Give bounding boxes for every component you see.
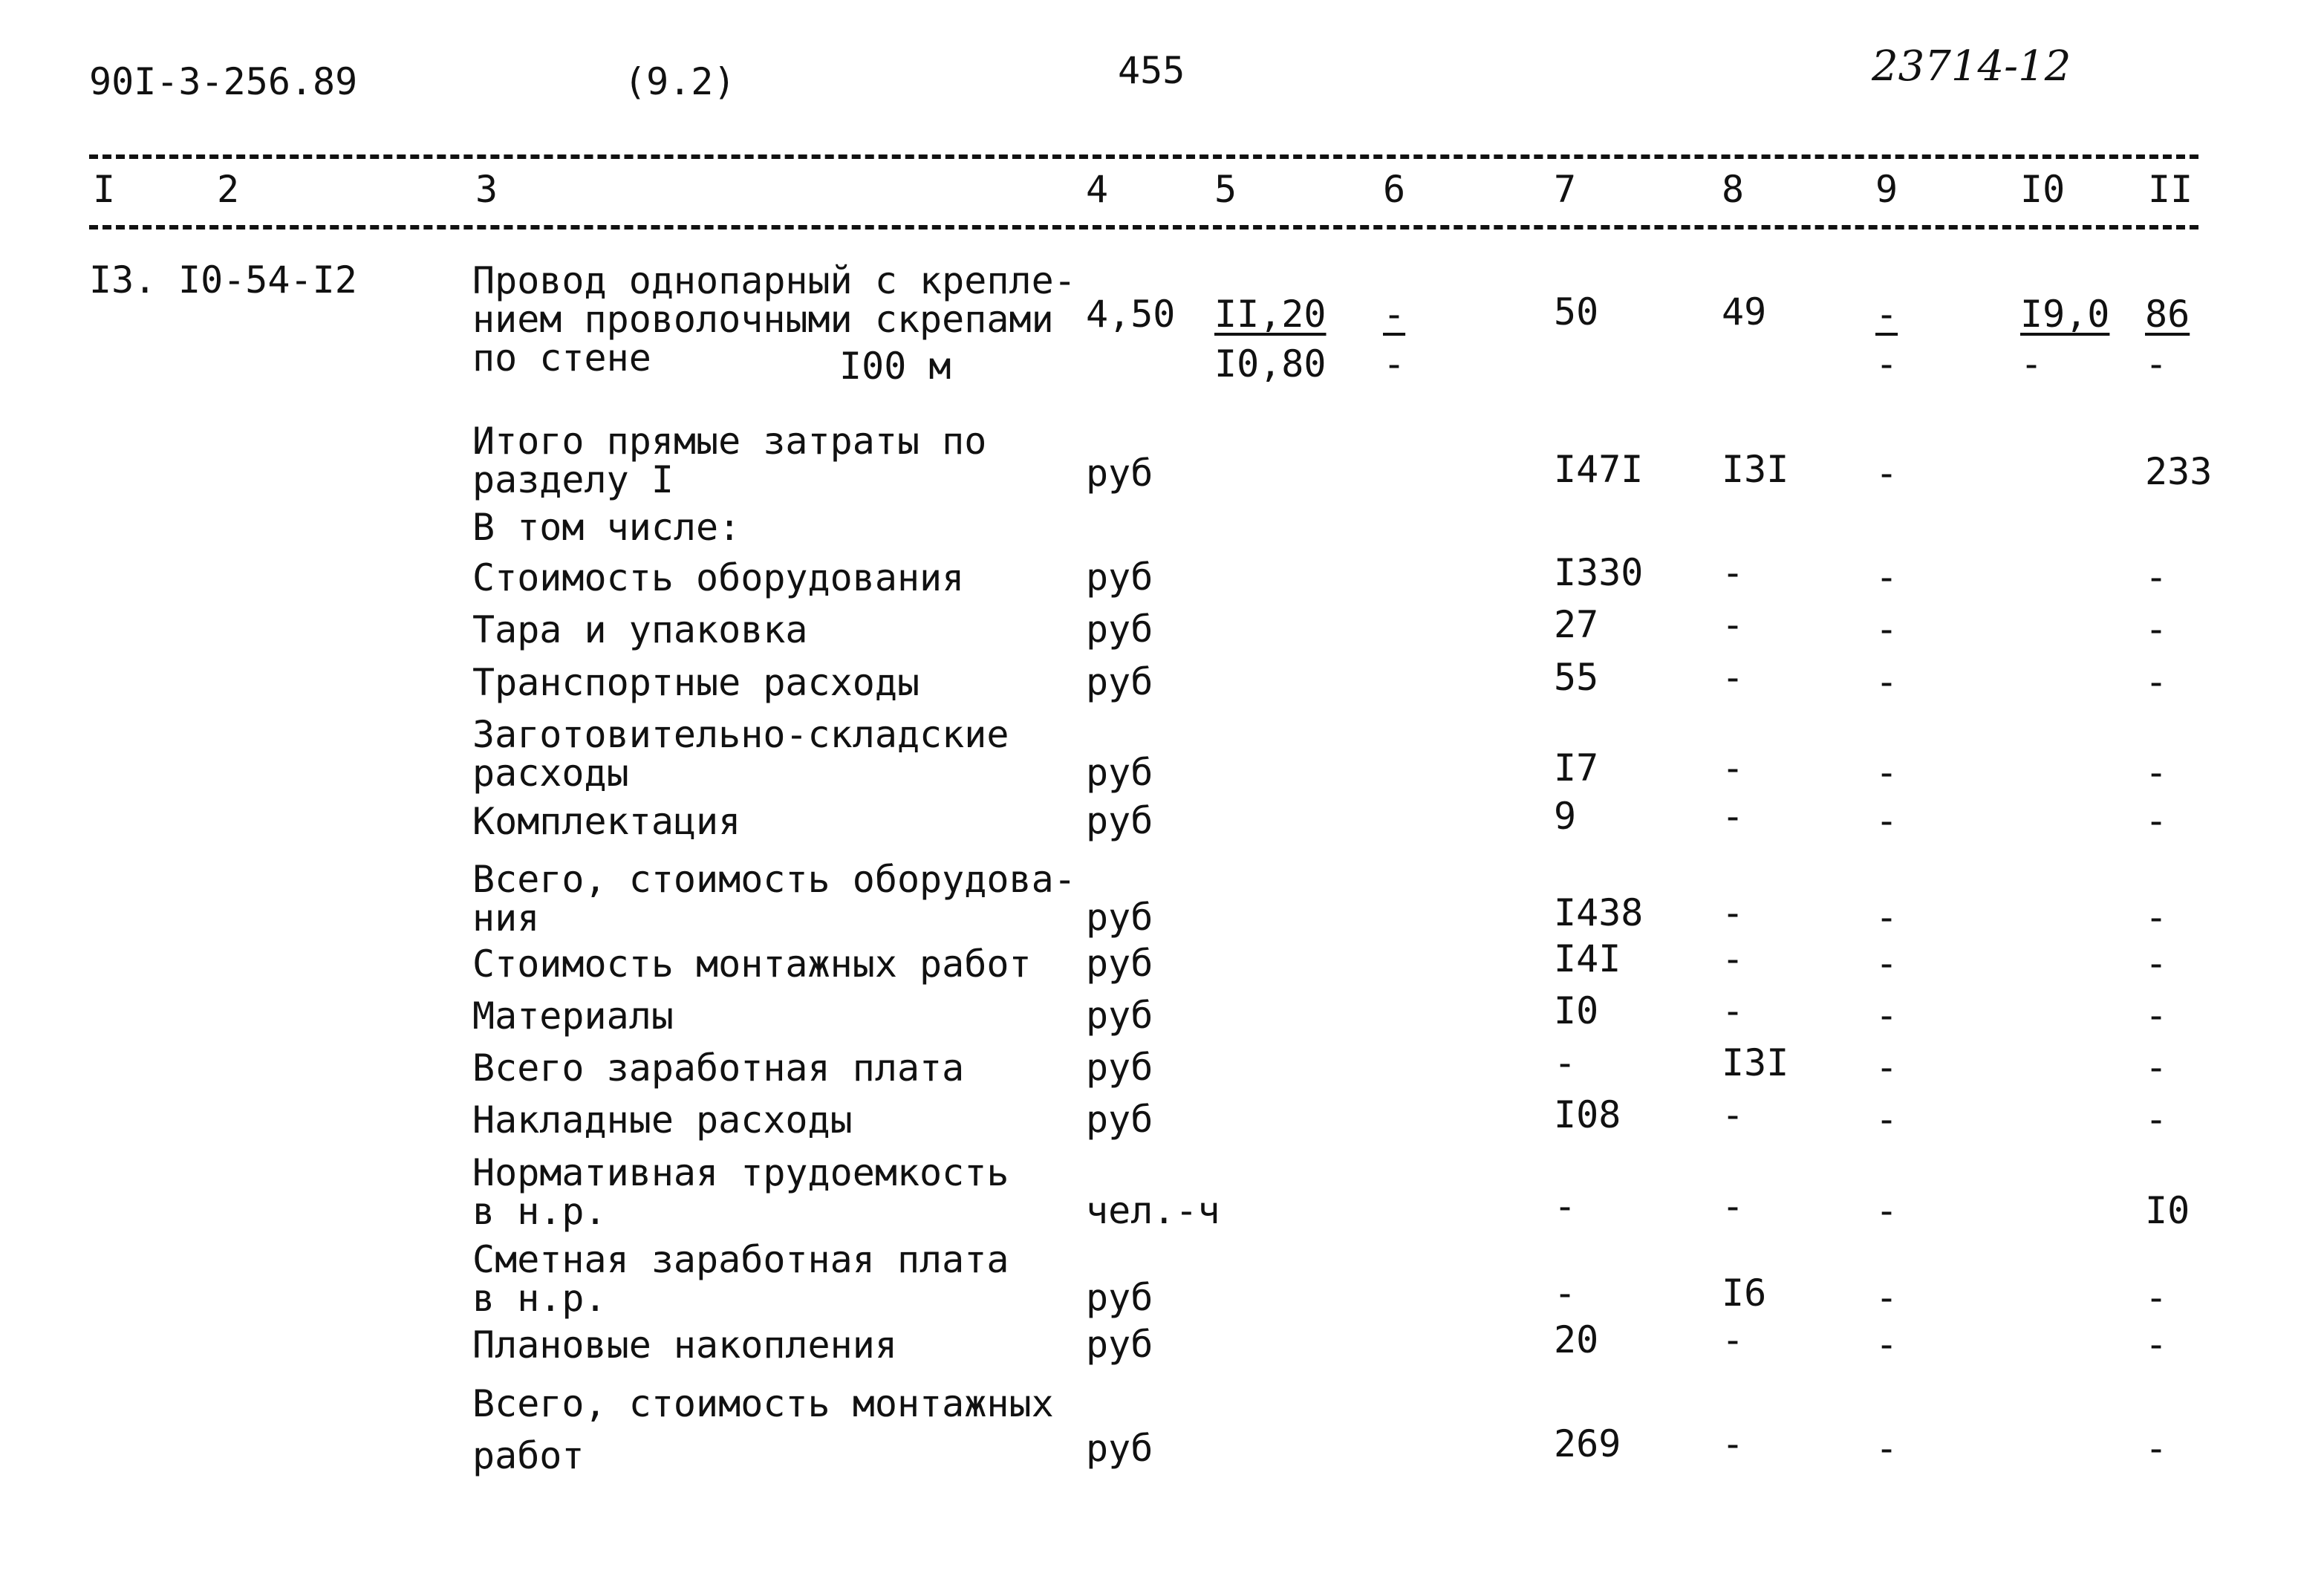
row-unit: руб — [1086, 1323, 1153, 1366]
item-col8: 49 — [1722, 290, 1767, 333]
row-unit: руб — [1086, 556, 1153, 599]
row-col8: - — [1722, 989, 1745, 1032]
row-unit: руб — [1086, 799, 1153, 842]
row-col8: I3I — [1722, 1041, 1789, 1084]
row-col9: - — [1875, 1427, 1898, 1470]
row-unit: чел.-ч — [1086, 1189, 1220, 1232]
row-col11: - — [2145, 799, 2168, 842]
row-col9: - — [1875, 1098, 1898, 1141]
row-label — [472, 663, 919, 702]
row-col9: - — [1875, 799, 1898, 842]
row-col8: - — [1722, 746, 1745, 790]
item-unit-measure: I00 м — [839, 345, 951, 388]
row-col7: - — [1554, 1185, 1577, 1228]
row-col8: - — [1722, 937, 1745, 980]
row-label — [472, 802, 741, 841]
col-header-7: 7 — [1554, 168, 1577, 211]
row-col8: - — [1722, 1422, 1745, 1465]
row-label — [472, 1378, 1054, 1482]
row-col8: - — [1722, 891, 1745, 934]
item-col10-bottom: - — [2020, 342, 2043, 385]
row-col8: I6 — [1722, 1272, 1767, 1315]
row-unit: руб — [1086, 942, 1153, 985]
row-unit: руб — [1086, 1098, 1153, 1141]
handwritten-ref-number: 23714-12 — [1872, 42, 2071, 91]
row-label — [472, 1046, 965, 1090]
row-col11: - — [2145, 660, 2168, 703]
totals-label — [472, 422, 986, 499]
row-label — [472, 608, 808, 651]
col-header-2: 2 — [217, 168, 240, 211]
row-label-line: Всего заработная плата — [472, 1046, 965, 1090]
item-col5-bottom: I0,80 — [1214, 342, 1327, 385]
row-col11: - — [2145, 556, 2168, 599]
row-col11: - — [2145, 751, 2168, 794]
including-label: В том числе: — [472, 506, 741, 549]
page-number: 455 — [1118, 49, 1185, 92]
document-code: 90I-3-256.89 — [89, 60, 358, 103]
item-col6-top: - — [1383, 293, 1406, 336]
col-header-10: I0 — [2020, 168, 2066, 211]
col-header-6: 6 — [1383, 168, 1406, 211]
section-number: (9.2) — [624, 60, 736, 103]
row-label — [472, 1153, 1009, 1231]
col-header-5: 5 — [1214, 168, 1237, 211]
item-col10-top: I9,0 — [2020, 293, 2110, 336]
row-col8: - — [1722, 795, 1745, 838]
item-name-line: нием проволочными скрепами — [472, 298, 1054, 341]
item-col9-bottom: - — [1875, 342, 1898, 385]
row-col11: - — [2145, 1276, 2168, 1319]
row-label — [472, 1240, 1009, 1318]
row-col7: I08 — [1554, 1093, 1621, 1136]
totals-col9: - — [1875, 452, 1898, 495]
row-col9: - — [1875, 942, 1898, 985]
item-col7: 50 — [1554, 290, 1599, 333]
item-col9-top: - — [1875, 293, 1898, 336]
row-col7: I0 — [1554, 989, 1599, 1032]
row-col8: - — [1722, 656, 1745, 699]
row-col11: - — [2145, 994, 2168, 1037]
row-col9: - — [1875, 994, 1898, 1037]
row-col7: - — [1554, 1041, 1577, 1084]
row-label-line: Транспортные расходы — [472, 661, 920, 704]
row-label-line: Всего, стоимость монтажных — [472, 1382, 1054, 1425]
row-col7: I330 — [1554, 551, 1644, 594]
row-col9: - — [1875, 1046, 1898, 1089]
row-unit: руб — [1086, 608, 1153, 651]
item-name — [472, 259, 1076, 380]
col-header-11: II — [2148, 168, 2193, 211]
row-col7: - — [1554, 1272, 1577, 1315]
row-col8: - — [1722, 1093, 1745, 1136]
col-header-8: 8 — [1722, 168, 1745, 211]
row-label — [472, 713, 1009, 795]
totals-col7: I47I — [1554, 448, 1644, 491]
row-label-line: Стоимость оборудования — [472, 556, 965, 599]
row-col11: - — [2145, 608, 2168, 651]
row-label-line: в н.р. — [472, 1190, 607, 1233]
col-header-1: I — [93, 168, 116, 211]
row-col7: 9 — [1554, 795, 1577, 838]
row-col11: - — [2145, 1046, 2168, 1089]
header-top-rule — [89, 154, 2198, 159]
row-col7: I4I — [1554, 937, 1621, 980]
item-name-line: по стене — [472, 336, 651, 380]
row-col11: I0 — [2145, 1189, 2190, 1232]
row-label-line: Материалы — [472, 994, 674, 1038]
row-col7: 20 — [1554, 1318, 1599, 1361]
item-col5-top: II,20 — [1214, 293, 1327, 336]
row-col9: - — [1875, 751, 1898, 794]
row-unit: руб — [1086, 660, 1153, 703]
row-label — [472, 942, 1032, 986]
col-header-9: 9 — [1875, 168, 1898, 211]
row-col7: I438 — [1554, 891, 1644, 934]
row-label-line: расходы — [472, 752, 629, 795]
col-header-4: 4 — [1086, 168, 1109, 211]
col-header-3: 3 — [475, 168, 498, 211]
row-label-line: Накладные расходы — [472, 1098, 853, 1142]
header-bottom-rule — [89, 225, 2198, 229]
row-col11: - — [2145, 1098, 2168, 1141]
row-label-line: в н.р. — [472, 1277, 607, 1320]
row-col9: - — [1875, 1323, 1898, 1366]
row-label-line: работ — [472, 1434, 585, 1477]
row-label — [472, 994, 674, 1038]
row-col7: I7 — [1554, 746, 1599, 790]
row-label-line: Заготовительно-складские — [472, 713, 1009, 756]
item-name-line: Провод однопарный с крепле- — [472, 259, 1076, 302]
row-unit: руб — [1086, 751, 1153, 794]
row-unit: руб — [1086, 1276, 1153, 1319]
row-unit: руб — [1086, 1427, 1153, 1470]
row-label — [472, 556, 965, 599]
row-label — [472, 1324, 897, 1367]
totals-label-line: разделу I — [472, 458, 674, 501]
row-unit: руб — [1086, 994, 1153, 1037]
row-label-line: Всего, стоимость оборудова- — [472, 858, 1076, 901]
item-col6-bottom: - — [1383, 342, 1406, 385]
row-unit: руб — [1086, 896, 1153, 939]
row-col11: - — [2145, 1323, 2168, 1366]
row-col7: 55 — [1554, 656, 1599, 699]
item-code: I0-54-I2 — [178, 258, 357, 302]
row-col8: - — [1722, 603, 1745, 646]
row-label-line: Нормативная трудоемкость — [472, 1151, 1009, 1194]
totals-col11: 233 — [2145, 450, 2213, 493]
row-col8: - — [1722, 1318, 1745, 1361]
row-col9: - — [1875, 608, 1898, 651]
row-col11: - — [2145, 942, 2168, 985]
totals-col8: I3I — [1722, 448, 1789, 491]
row-col9: - — [1875, 556, 1898, 599]
row-unit: руб — [1086, 1046, 1153, 1089]
item-col4: 4,50 — [1086, 293, 1176, 336]
item-col11-top: 86 — [2145, 293, 2190, 336]
totals-label-line: Итого прямые затраты по — [472, 420, 987, 463]
row-label-line: Стоимость монтажных работ — [472, 942, 1032, 986]
row-col9: - — [1875, 1189, 1898, 1232]
row-label-line: Тара и упаковка — [472, 608, 808, 651]
row-col7: 269 — [1554, 1422, 1621, 1465]
row-col7: 27 — [1554, 603, 1599, 646]
row-label — [472, 858, 1076, 940]
item-col11-bottom: - — [2145, 342, 2168, 385]
row-col11: - — [2145, 1427, 2168, 1470]
item-number: I3. — [89, 258, 157, 302]
row-col9: - — [1875, 1276, 1898, 1319]
row-col9: - — [1875, 896, 1898, 939]
row-col9: - — [1875, 660, 1898, 703]
row-col8: - — [1722, 551, 1745, 594]
totals-unit: руб — [1086, 452, 1153, 495]
row-label-line: Плановые накопления — [472, 1324, 897, 1367]
row-col8: - — [1722, 1185, 1745, 1228]
row-col11: - — [2145, 896, 2168, 939]
row-label-line: Сметная заработная плата — [472, 1238, 1009, 1281]
row-label-line: ния — [472, 896, 540, 940]
row-label — [472, 1098, 853, 1142]
row-label-line: Комплектация — [472, 800, 741, 843]
